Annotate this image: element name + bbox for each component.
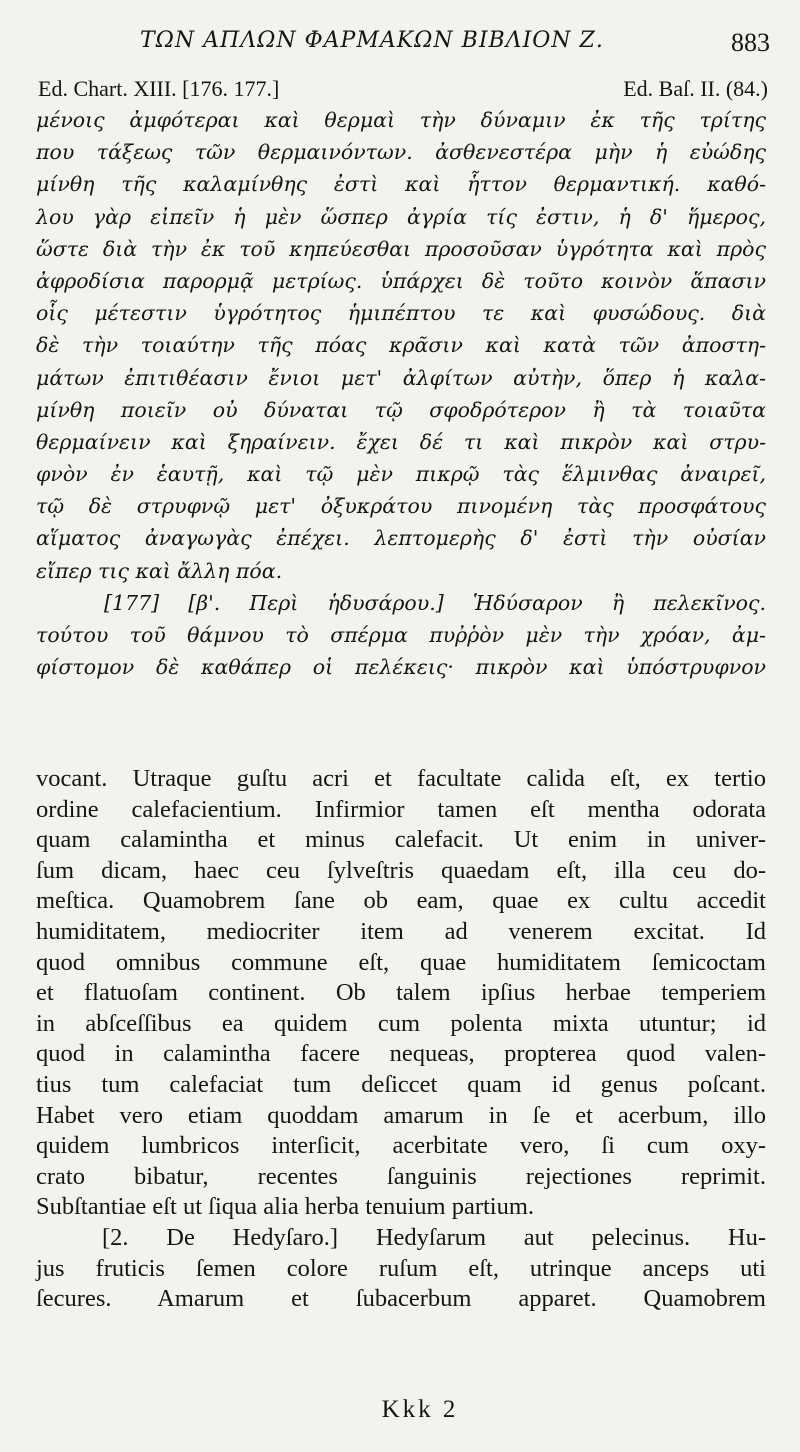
greek-line: τῷ δὲ στρυφνῷ μετ' ὀξυκράτου πινομένη τὰς προσφάτους: [36, 494, 766, 519]
page-number: 883: [731, 28, 770, 57]
latin-line: Subſtantiae eſt ut ſiqua alia herba tenuium partium.: [36, 1193, 535, 1221]
greek-line: ἀφροδίσια παρορμᾷ μετρίως. ὑπάρχει δὲ τοῦτο κοινὸν ἅπασιν: [36, 268, 766, 293]
running-head-title: ΤΩΝ ΑΠΛΩΝ ΦΑΡΜΑΚΩΝ ΒΙΒΛΙΟΝ Ζ.: [140, 28, 604, 53]
greek-line: οἷς μέτεστιν ὑγρότητος ἡμιπέπτου τε καὶ φυσώδους. διὰ: [36, 301, 766, 326]
running-head: [0, 28, 800, 62]
latin-line: vocant. Utraque guſtu acri et facultate calida eſt, ex tertio: [36, 765, 766, 792]
greek-line: μένοις ἀμφότεραι καὶ θερμαὶ τὴν δύναμιν ἐκ τῆς τρίτης: [36, 108, 766, 132]
latin-line: ſecures. Amarum et ſubacerbum apparet. Quamobrem: [36, 1285, 766, 1313]
latin-line: crato bibatur, recentes ſanguinis rejectiones reprimit.: [36, 1162, 766, 1190]
latin-line: quod omnibus commune eſt, quae humiditatem ſemicoctam: [36, 948, 766, 976]
latin-line: jus fruticis ſemen colore ruſum eſt, utrinque anceps uti: [36, 1254, 766, 1282]
latin-line: humiditatem, mediocriter item ad venerem excitat. Id: [36, 917, 766, 945]
greek-line: μίνθη ποιεῖν οὐ δύναται τῷ σφοδρότερον ἢ τὰ τοιαῦτα: [36, 397, 766, 422]
latin-text-block: [36, 764, 766, 1315]
greek-line: που τάξεως τῶν θερμαινόντων. ἀσθενεστέρα μὴν ἡ εὐώδης: [36, 140, 766, 165]
latin-line: ſum dicam, haec ceu ſylveſtris quaedam eſt, illa ceu do-: [36, 856, 766, 884]
edition-reference-line: [0, 76, 800, 104]
latin-line: quidem lumbricos interſicit, acerbitate vero, ſi cum oxy-: [36, 1132, 766, 1160]
greek-line: δὲ τὴν τοιαύτην τῆς πόας κρᾶσιν καὶ κατὰ τῶν ἀποστη-: [36, 333, 766, 358]
signature-mark: Kkk 2: [381, 1396, 459, 1423]
latin-line: ordine calefacientium. Infirmior tamen eſt mentha odorata: [36, 795, 766, 823]
greek-line: φνὸν ἐν ἑαυτῇ, καὶ τῷ μὲν πικρῷ τὰς ἕλμινθας ἀναιρεῖ,: [36, 462, 766, 487]
greek-section-heading-line: [177] [β'. Περὶ ἡδυσάρου.] Ἡδύσαρον ἢ πελεκῖνος.: [104, 590, 766, 615]
greek-line: μίνθη τῆς καλαμίνθης ἐστὶ καὶ ἧττον θερμαντική. καθό-: [36, 172, 766, 197]
latin-line: quod in calamintha facere nequeas, propterea quod valen-: [36, 1040, 766, 1068]
greek-line: ὥστε διὰ τὴν ἐκ τοῦ κηπεύεσθαι προσοῦσαν ὑγρότητα καὶ πρὸς: [36, 236, 766, 261]
latin-line: quam calamintha et minus calefacit. Ut enim in univer-: [36, 826, 766, 854]
latin-line: meſtica. Quamobrem ſane ob eam, quae ex cultu accedit: [36, 887, 766, 915]
latin-line: in abſceſſibus ea quidem cum polenta mixta utuntur; id: [36, 1009, 766, 1037]
greek-line: λου γὰρ εἰπεῖν ἡ μὲν ὥσπερ ἀγρία τίς ἐστιν, ἡ δ' ἥμερος,: [36, 204, 766, 229]
greek-line: εἴπερ τις καὶ ἄλλη πόα.: [36, 558, 283, 583]
greek-line: μάτων ἐπιτιθέασιν ἔνιοι μετ' ἀλφίτων αὐτὴν, ὅπερ ἡ καλα-: [36, 365, 766, 390]
greek-line: αἵματος ἀναγωγὰς ἐπέχει. λεπτομερὴς δ' ἐστὶ τὴν οὐσίαν: [36, 526, 766, 551]
latin-line: et flatuoſam continent. Ob talem ipſius herbae temperiem: [36, 979, 766, 1007]
latin-line: Habet vero etiam quoddam amarum in ſe et acerbum, illo: [36, 1101, 766, 1129]
greek-text-block: [36, 104, 766, 683]
edition-basel-reference: Ed. Baſ. II. (84.): [623, 76, 768, 101]
latin-line: tius tum calefaciat tum deſiccet quam id genus poſcant.: [36, 1070, 766, 1098]
greek-line: θερμαίνειν καὶ ξηραίνειν. ἔχει δέ τι καὶ πικρὸν καὶ στρυ-: [36, 429, 766, 454]
greek-line: φίστομον δὲ καθάπερ οἱ πελέκεις· πικρὸν καὶ ὑπόστρυφνον: [36, 655, 766, 680]
latin-section-heading-line: [2. De Hedyſaro.] Hedyſarum aut pelecinus. Hu-: [102, 1223, 766, 1251]
edition-chartier-reference: Ed. Chart. XIII. [176. 177.]: [38, 76, 280, 101]
greek-line: τούτου τοῦ θάμνου τὸ σπέρμα πυῤῥὸν μὲν τὴν χρόαν, ἀμ-: [36, 623, 766, 647]
